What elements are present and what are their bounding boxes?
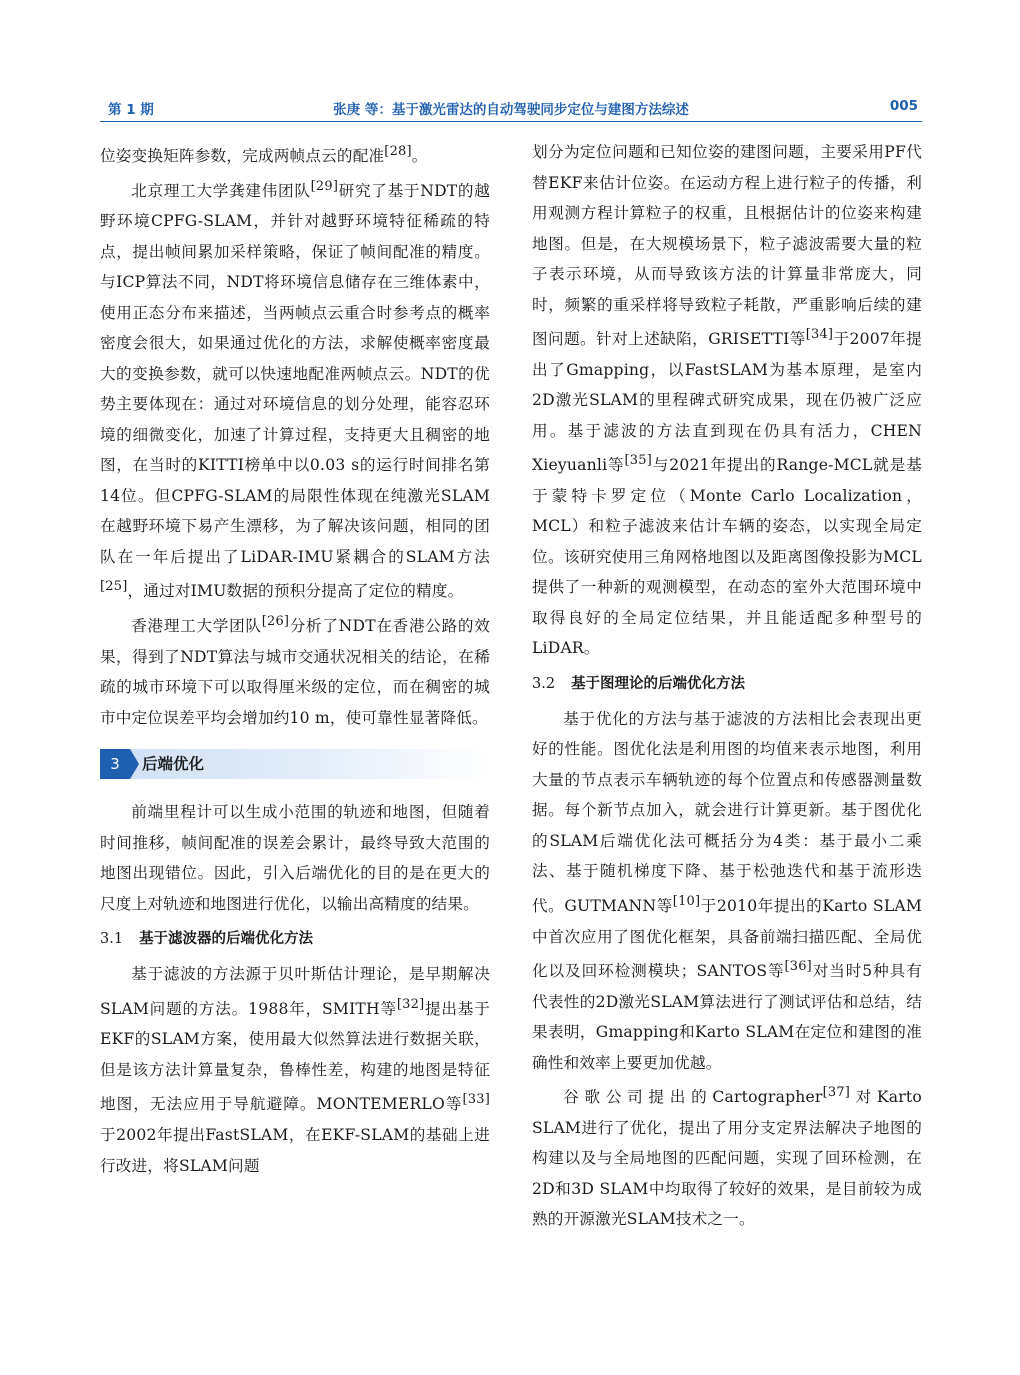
citation[interactable]: [34] [805,327,834,342]
paragraph: 北京理工大学龚建伟团队[29]研究了基于NDT的越野环境CPFG-SLAM，并针对越野环境特征稀疏的特点，提出帧间累加采样策略，保证了帧间配准的精度。与ICP算法不同，NDT将环境信息储存在三维体素中，使用正态分布来描述，当两帧点云重合时参考点的概率密度会很大，如果通过优化的方法，求解使概率密度最大的变换参数，就可以快速地配准两帧点云。NDT的优势主要体现在：通过对环境信息的划分处理，能容忍环境的细微变化，加速了计算过程，支持更大且稠密的地图，在当时的KITTI榜单中以0.03 s的运行时间排名第14位。但CPFG-SLAM的局限性体现在纯激光SLAM在越野环境下易产生漂移，为了解决该问题，相同的团队在一年后提出了LiDAR-IMU紧耦合的SLAM方法[25]，通过对IMU数据的预积分提高了定位的精度。 [100,178,490,601]
paragraph: 前端里程计可以生成小范围的轨迹和地图，但随着时间推移，帧间配准的误差会累计，最终导致大范围的地图出现错位。因此，引入后端优化的目的是在更大的尺度上对轨迹和地图进行优化，以输出高精度的结果。 [100,803,490,913]
citation[interactable]: [32] [396,996,425,1012]
issue-number: 第 1 期 [108,102,154,118]
right-column [532,137,922,1235]
running-header [100,98,922,120]
paragraph: 位姿变换矩阵参数，完成两帧点云的配准[28]。 [100,144,428,166]
section-arrow-icon [130,749,139,779]
paragraph: 香港理工大学团队[26]分析了NDT在香港公路的效果，得到了NDT算法与城市交通状况相关的结论，在稀疏的城市环境下可以取得厘米级的定位，而在稠密的城市中定位误差平均会增加约10 m，使可靠性显著降低。 [100,614,490,727]
subsection-title: 基于图理论的后端优化方法 [571,675,746,692]
subsection-heading [100,925,490,953]
citation[interactable]: [29] [310,178,339,194]
subsection-heading [532,670,922,698]
paragraph: 基于滤波的方法源于贝叶斯估计理论，是早期解决SLAM问题的方法。1988年，SMITH等[32]提出基于EKF的SLAM方案，使用最大似然算法进行数据关联，但是该方法计算量复杂，鲁棒性差，构建的地图是特征地图，无法应用于导航避障。MONTEMERLO等[33]于2002年提出FastSLAM，在EKF-SLAM的基础上进行改进，将SLAM问题 [100,965,490,1175]
running-title: 张庚 等：基于激光雷达的自动驾驶同步定位与建图方法综述 [333,102,689,118]
citation[interactable]: [25] [100,579,128,595]
citation[interactable]: [37] [822,1085,851,1101]
citation[interactable]: [36] [784,959,812,975]
subsection-number: 3.1 [100,931,124,948]
citation[interactable]: [33] [462,1092,490,1108]
section-number: 3 [100,749,130,779]
header-rule [100,121,922,122]
section-heading [100,749,490,779]
subsection-number: 3.2 [532,675,556,692]
paragraph: 谷歌公司提出的Cartographer[37]对Karto SLAM进行了优化，提出了用分支定界法解决子地图的构建以及与全局地图的匹配问题，实现了回环检测，在2D和3D SLAM中均取得了较好的效果，是目前较为成熟的开源激光SLAM技术之一。 [532,1085,922,1229]
subsection-title: 基于滤波器的后端优化方法 [139,931,314,948]
section-title: 后端优化 [142,755,205,774]
citation[interactable]: [26] [261,614,290,630]
paragraph: 基于优化的方法与基于滤波的方法相比会表现出更好的性能。图优化法是利用图的均值来表示地图，利用大量的节点表示车辆轨迹的每个位置点和传感器测量数据。每个新节点加入，就会进行计算更新。基于图优化的SLAM后端优化法可概括分为4类：基于最小二乘法、基于随机梯度下降、基于松弛迭代和基于流形迭代。GUTMANN等[10]于2010年提出的Karto SLAM中首次应用了图优化框架，具备前端扫描匹配、全局优化以及回环检测模块；SANTOS等[36]对当时5种具有代表性的2D激光SLAM算法进行了测试评估和总结，结果表明，Gmapping和Karto SLAM在定位和建图的准确性和效率上要更加优越。 [532,709,922,1072]
page-number: 005 [889,98,918,114]
citation[interactable]: [35] [624,453,653,469]
citation[interactable]: [28] [384,144,412,159]
citation[interactable]: [10] [672,893,701,909]
left-column [100,137,490,1181]
paragraph: 划分为定位问题和已知位姿的建图问题，主要采用PF代替EKF来估计位姿。在运动方程上进行粒子的传播，利用观测方程计算粒子的权重，且根据估计的位姿来构建地图。但是，在大规模场景下，粒子滤波需要大量的粒子表示环境，从而导致该方法的计算量非常庞大，同时，频繁的重采样将导致粒子耗散，严重影响后续的建图问题。针对上述缺陷，GRISETTI等[34]于2007年提出了Gmapping，以FastSLAM为基本原理，是室内2D激光SLAM的里程碑式研究成果，现在仍被广泛应用。基于滤波的方法直到现在仍具有活力，CHEN Xieyuanli等[35]与2021年提出的Range-MCL就是基于蒙特卡罗定位（Monte Carlo Localization，MCL）和粒子滤波来估计车辆的姿态，以实现全局定位。该研究使用三角网格地图以及距离图像投影为MCL提供了一种新的观测模型，在动态的室外大范围环境中取得良好的全局定位结果，并且能适配多种型号的LiDAR。 [532,143,922,658]
